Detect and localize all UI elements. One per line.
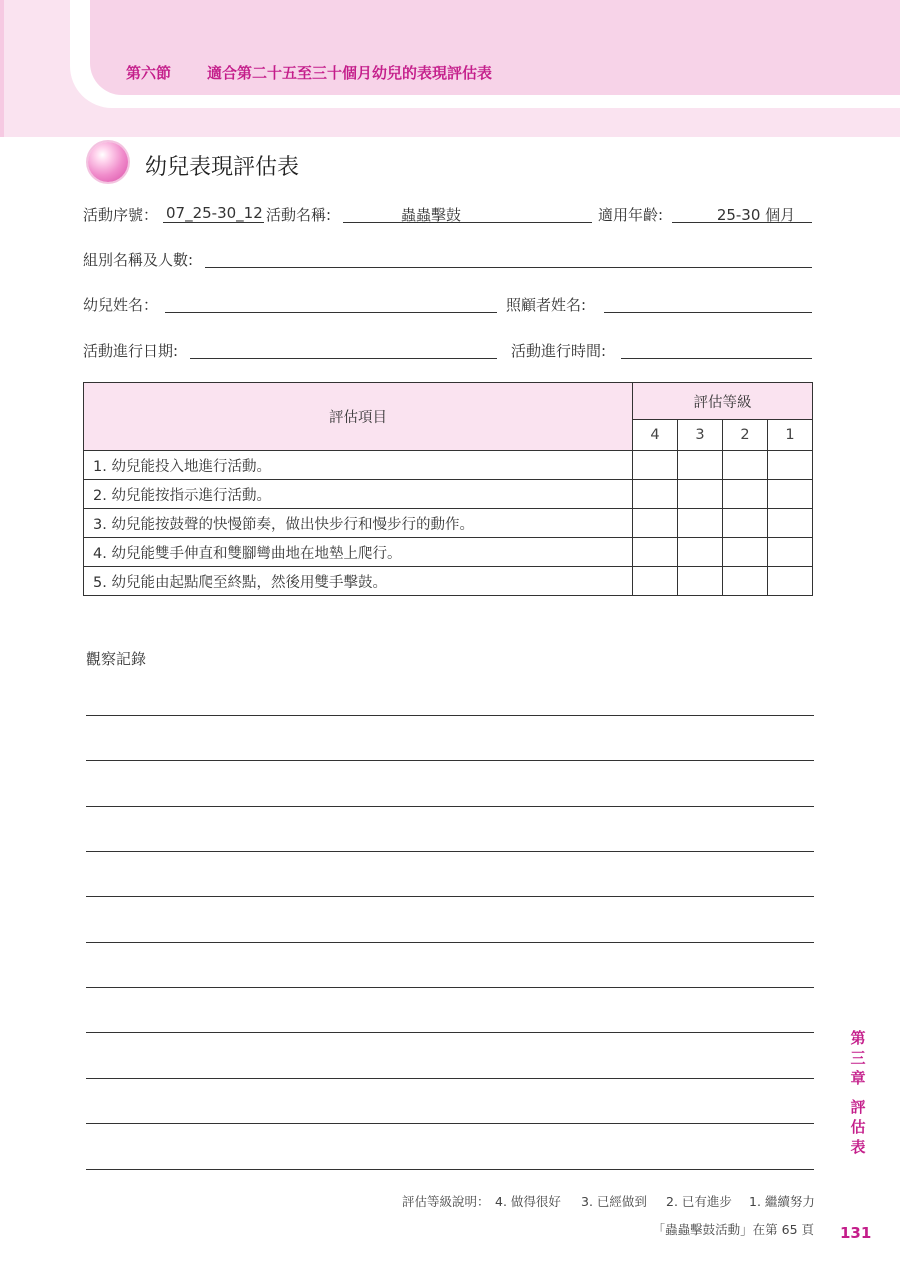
table-row <box>84 509 813 538</box>
side-tab-char: 估 <box>850 1118 866 1136</box>
date-label: 活動進行日期: <box>83 342 179 360</box>
grade-cell[interactable] <box>723 567 768 596</box>
activity-name-value[interactable]: 蟲蟲擊鼓 <box>400 206 461 224</box>
grade-3: 3 <box>678 420 723 451</box>
observation-line[interactable] <box>86 1078 814 1079</box>
grade-cell[interactable] <box>633 538 678 567</box>
observation-line[interactable] <box>86 1032 814 1033</box>
legend-grade-1: 1. 繼續努力 <box>749 1194 815 1209</box>
observation-line[interactable] <box>86 1169 814 1170</box>
grade-4: 4 <box>633 420 678 451</box>
grade-cell[interactable] <box>768 509 813 538</box>
grade-2: 2 <box>723 420 768 451</box>
child-name-label: 幼兒姓名： <box>83 296 159 314</box>
grade-cell[interactable] <box>633 567 678 596</box>
grade-cell[interactable] <box>678 451 723 480</box>
activity-no-line <box>163 222 264 223</box>
grade-cell[interactable] <box>723 451 768 480</box>
observation-line[interactable] <box>86 987 814 988</box>
section-title: 適合第二十五至三十個月幼兒的表現評估表 <box>207 64 493 82</box>
side-tab-chapter <box>848 1028 868 1088</box>
section-heading <box>126 62 492 83</box>
side-tab-char: 第 <box>850 1029 866 1047</box>
page-title: 幼兒表現評估表 <box>145 155 300 180</box>
activity-no-value[interactable]: 07_25-30_12 <box>166 204 263 222</box>
grade-cell[interactable] <box>723 509 768 538</box>
grade-1: 1 <box>768 420 813 451</box>
eval-item: 5. 幼兒能由起點爬至終點，然後用雙手擊鼓。 <box>84 567 633 596</box>
grade-cell[interactable] <box>723 480 768 509</box>
legend-grade-3: 3. 已經做到 <box>581 1194 647 1209</box>
grade-cell[interactable] <box>768 451 813 480</box>
header-left-strip <box>0 0 4 137</box>
observation-line[interactable] <box>86 942 814 943</box>
age-label: 適用年齡: <box>598 206 664 224</box>
table-row <box>84 451 813 480</box>
grade-cell[interactable] <box>768 567 813 596</box>
eval-item: 1. 幼兒能投入地進行活動。 <box>84 451 633 480</box>
time-line[interactable] <box>621 358 812 359</box>
side-tab-topic <box>848 1097 868 1157</box>
legend-grade-2: 2. 已有進步 <box>666 1194 732 1209</box>
caregiver-label: 照顧者姓名: <box>506 296 587 314</box>
age-value[interactable]: 25-30 個月 <box>716 206 796 224</box>
side-tab-char: 三 <box>850 1049 866 1067</box>
grade-cell[interactable] <box>633 451 678 480</box>
grade-cell[interactable] <box>678 567 723 596</box>
grade-cell[interactable] <box>678 509 723 538</box>
child-name-line[interactable] <box>165 312 497 313</box>
time-label: 活動進行時間: <box>511 342 607 360</box>
legend-grade-4: 4. 做得很好 <box>495 1194 561 1209</box>
table-row <box>84 567 813 596</box>
observation-title: 觀察記錄 <box>86 650 147 668</box>
observation-line[interactable] <box>86 806 814 807</box>
page-number: 131 <box>840 1224 872 1242</box>
table-row <box>84 480 813 509</box>
side-tab-char: 章 <box>850 1069 866 1087</box>
side-tab-char: 評 <box>850 1098 866 1116</box>
section-label: 第六節 <box>126 64 172 82</box>
page-reference-note: 「蟲蟲擊鼓活動」在第 65 頁 <box>652 1222 814 1237</box>
grade-cell[interactable] <box>768 538 813 567</box>
item-header: 評估項目 <box>84 383 633 451</box>
grade-header: 評估等級 <box>633 383 813 420</box>
date-line[interactable] <box>190 358 497 359</box>
evaluation-table <box>83 382 813 596</box>
grade-cell[interactable] <box>633 509 678 538</box>
activity-no-label: 活動序號： <box>83 206 159 224</box>
eval-item: 3. 幼兒能按鼓聲的快慢節奏，做出快步行和慢步行的動作。 <box>84 509 633 538</box>
pearl-bullet-icon <box>88 142 128 182</box>
observation-line[interactable] <box>86 715 814 716</box>
eval-item: 4. 幼兒能雙手伸直和雙腳彎曲地在地墊上爬行。 <box>84 538 633 567</box>
table-row <box>84 538 813 567</box>
grade-cell[interactable] <box>723 538 768 567</box>
activity-name-label: 活動名稱: <box>266 206 332 224</box>
side-tab-char: 表 <box>850 1138 866 1156</box>
observation-line[interactable] <box>86 851 814 852</box>
group-label: 組別名稱及人數: <box>83 251 194 269</box>
caregiver-line[interactable] <box>604 312 812 313</box>
legend-label: 評估等級說明： <box>402 1194 490 1209</box>
grade-cell[interactable] <box>633 480 678 509</box>
grade-cell[interactable] <box>678 480 723 509</box>
eval-item: 2. 幼兒能按指示進行活動。 <box>84 480 633 509</box>
grade-cell[interactable] <box>768 480 813 509</box>
grade-cell[interactable] <box>678 538 723 567</box>
observation-line[interactable] <box>86 1123 814 1124</box>
observation-line[interactable] <box>86 896 814 897</box>
observation-line[interactable] <box>86 760 814 761</box>
group-line[interactable] <box>205 267 812 268</box>
